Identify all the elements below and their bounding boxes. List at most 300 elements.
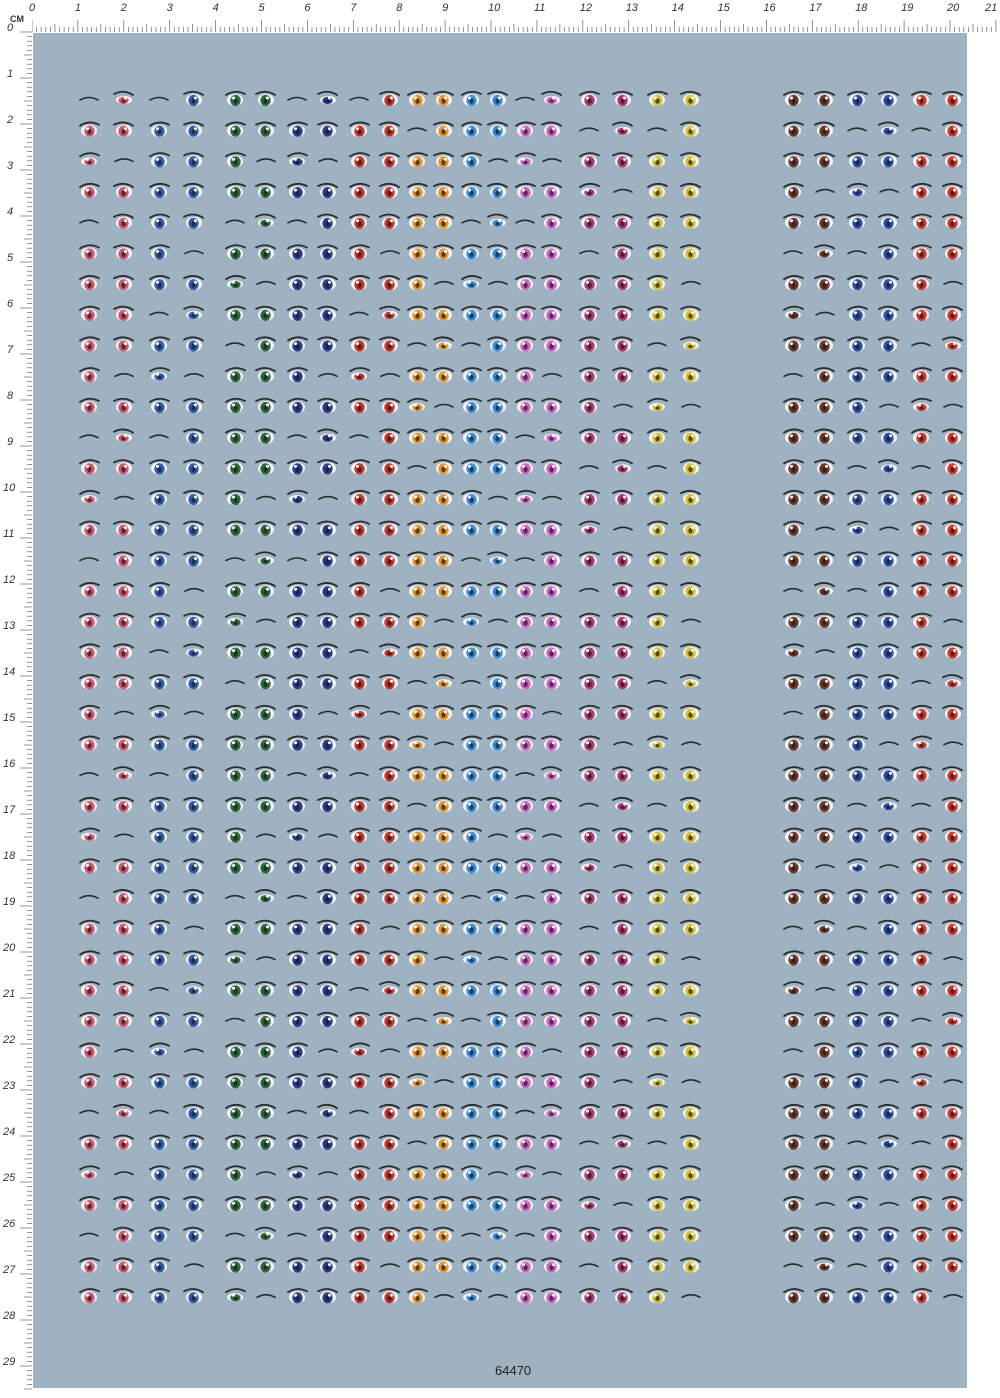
- eye-decal: [542, 92, 561, 104]
- eye-decal: [318, 1289, 337, 1303]
- left-ruler-label: 4: [7, 206, 13, 218]
- eye-decal: [318, 522, 337, 536]
- eye-decal: [784, 736, 803, 750]
- eye-decal: [350, 215, 369, 229]
- eye-decal: [226, 429, 245, 443]
- eye-decal: [648, 614, 667, 628]
- eye-decal: [80, 460, 99, 474]
- eye-decal: [257, 159, 275, 162]
- eye-decal: [580, 859, 599, 871]
- eye-decal: [256, 1258, 275, 1272]
- eye-decal: [648, 1197, 667, 1211]
- eye-decal: [408, 368, 427, 382]
- eye-decal: [879, 798, 898, 810]
- eye-decal: [879, 122, 898, 134]
- eye-decal: [381, 589, 399, 592]
- eye-decal: [542, 859, 561, 873]
- eye-decal: [648, 583, 667, 597]
- eye-decal: [256, 921, 275, 935]
- eye-decal: [184, 1013, 203, 1027]
- eye-decal: [648, 1141, 666, 1144]
- eye-decal: [516, 1258, 535, 1272]
- eye-decal: [580, 736, 599, 750]
- eye-decal: [516, 1074, 535, 1088]
- eye-decal: [80, 982, 99, 996]
- eye-decal: [434, 890, 453, 904]
- eye-decal: [943, 1013, 962, 1025]
- eye-decal: [185, 374, 203, 377]
- eye-decal: [434, 215, 453, 229]
- left-ruler-label: 2: [7, 114, 13, 126]
- eye-decal: [648, 921, 667, 935]
- eye-decal: [488, 1228, 507, 1240]
- eye-decal: [784, 522, 803, 536]
- eye-decal: [543, 1172, 561, 1175]
- eye-decal: [816, 312, 834, 315]
- eye-decal: [815, 767, 834, 781]
- eye-decal: [681, 890, 700, 904]
- eye-decal: [542, 276, 561, 290]
- eye-decal: [613, 92, 632, 106]
- eye-decal: [256, 368, 275, 382]
- eye-decal: [648, 245, 667, 259]
- eye-decal: [226, 1074, 245, 1088]
- eye-decal: [543, 712, 561, 715]
- eye-decal: [226, 399, 245, 413]
- eye-decal: [912, 245, 931, 259]
- eye-decal: [150, 312, 168, 315]
- eye-decal: [943, 215, 962, 229]
- eye-decal: [288, 1111, 306, 1114]
- eye-decal: [408, 951, 427, 965]
- top-ruler-label: 8: [396, 2, 402, 14]
- eye-decal: [256, 429, 275, 443]
- eye-decal: [489, 1295, 507, 1298]
- top-ruler-label: 10: [488, 2, 500, 14]
- eye-decal: [256, 92, 275, 106]
- eye-decal: [516, 1136, 535, 1150]
- eye-decal: [488, 982, 507, 996]
- eye-decal: [784, 276, 803, 290]
- eye-decal: [288, 491, 307, 503]
- eye-decal: [516, 921, 535, 935]
- eye-decal: [613, 215, 632, 229]
- eye-group-brown-blue-red: [784, 92, 962, 1304]
- eye-decal: [488, 1105, 507, 1119]
- eye-decal: [488, 399, 507, 413]
- eye-decal: [380, 614, 399, 628]
- eye-decal: [848, 399, 867, 413]
- eye-decal: [256, 767, 275, 781]
- eye-decal: [815, 921, 834, 933]
- eye-decal: [542, 890, 561, 904]
- eye-decal: [580, 767, 599, 781]
- eye-decal: [580, 1264, 598, 1267]
- eye-decal: [226, 767, 245, 781]
- eye-decal: [516, 368, 535, 382]
- eye-decal: [516, 98, 534, 101]
- eye-decal: [435, 405, 453, 408]
- eye-decal: [434, 460, 453, 474]
- eye-decal: [879, 1136, 898, 1148]
- eye-decal: [912, 614, 931, 628]
- eye-decal: [226, 1019, 244, 1022]
- eye-decal: [580, 368, 599, 382]
- eye-decal: [408, 859, 427, 873]
- eye-decal: [350, 1197, 369, 1211]
- eye-decal: [226, 153, 245, 167]
- left-ruler-label: 15: [3, 712, 15, 724]
- eye-decal: [80, 220, 98, 223]
- eye-decal: [184, 1197, 203, 1211]
- eye-decal: [488, 644, 507, 658]
- eye-decal: [380, 767, 399, 781]
- eye-decal: [350, 337, 369, 351]
- eye-decal: [462, 558, 480, 561]
- eye-decal: [288, 644, 307, 658]
- eye-decal: [784, 1264, 802, 1267]
- eye-decal: [648, 804, 666, 807]
- eye-decal: [681, 644, 700, 658]
- eye-decal: [613, 614, 632, 628]
- eye-group-green-navy-red: [226, 92, 399, 1304]
- eye-decal: [288, 1197, 307, 1211]
- eye-decal: [784, 712, 802, 715]
- eye-decal: [681, 706, 700, 720]
- eye-decal: [226, 276, 245, 288]
- eye-decal: [350, 798, 369, 812]
- eye-decal: [516, 1166, 535, 1178]
- eye-decal: [848, 675, 867, 689]
- eye-decal: [462, 429, 481, 443]
- eye-decal: [815, 399, 834, 413]
- eye-decal: [516, 1013, 535, 1027]
- eye-decal: [114, 614, 133, 628]
- eye-decal: [848, 614, 867, 628]
- left-ruler-label: 13: [3, 620, 15, 632]
- eye-decal: [880, 865, 898, 868]
- eye-decal: [150, 245, 169, 259]
- decal-sheet: [33, 33, 967, 1388]
- eye-decal: [380, 399, 399, 413]
- eye-decal: [80, 1166, 99, 1178]
- eye-decal: [150, 522, 169, 536]
- eye-decal: [648, 215, 667, 229]
- eye-decal: [114, 522, 133, 536]
- eye-decal: [880, 527, 898, 530]
- eye-decal: [380, 859, 399, 873]
- eye-decal: [516, 1233, 534, 1236]
- eye-decal: [648, 890, 667, 904]
- eye-decal: [150, 921, 169, 935]
- eye-decal: [648, 736, 667, 748]
- eye-decal: [408, 215, 427, 229]
- eye-decal: [580, 552, 599, 566]
- left-ruler-label: 24: [3, 1126, 15, 1138]
- eye-decal: [648, 951, 667, 965]
- eye-decal: [784, 1197, 803, 1211]
- eye-decal: [542, 1074, 561, 1088]
- eye-decal: [912, 276, 931, 290]
- eye-decal: [408, 128, 426, 131]
- eye-decal: [542, 1013, 561, 1027]
- eye-decal: [784, 491, 803, 505]
- eye-decal: [288, 829, 307, 841]
- eye-decal: [462, 583, 481, 597]
- eye-decal: [462, 522, 481, 536]
- eye-decal: [848, 1105, 867, 1119]
- eye-decal: [288, 276, 307, 290]
- eye-decal: [408, 1043, 427, 1057]
- eye-decal: [682, 742, 700, 745]
- eye-decal: [380, 736, 399, 750]
- eye-decal: [516, 435, 534, 438]
- eye-decal: [288, 245, 307, 259]
- eye-decal: [435, 1295, 453, 1298]
- eye-decal: [542, 675, 561, 689]
- eye-decal: [488, 1043, 507, 1057]
- eye-decal: [943, 829, 962, 843]
- eye-decal: [648, 491, 667, 505]
- eye-decal: [542, 1105, 561, 1117]
- eye-decal: [784, 1074, 803, 1088]
- left-ruler-label: 21: [3, 988, 15, 1000]
- eye-decal: [879, 460, 898, 472]
- eye-decal: [318, 583, 337, 597]
- eye-decal: [784, 251, 802, 254]
- top-ruler-label: 14: [672, 2, 684, 14]
- eye-decal: [462, 1105, 481, 1119]
- eye-decal: [912, 184, 931, 198]
- eye-decal: [114, 337, 133, 351]
- eye-decal: [784, 1049, 802, 1052]
- eye-decal: [318, 1105, 337, 1117]
- eye-decal: [288, 220, 306, 223]
- eye-decal: [613, 1166, 632, 1180]
- eye-decal: [80, 1197, 99, 1211]
- eye-decal: [462, 829, 481, 843]
- eye-decal: [613, 1013, 632, 1027]
- eye-decal: [184, 1166, 203, 1180]
- eye-decal: [80, 1111, 98, 1114]
- eye-decal: [848, 736, 867, 750]
- eye-decal: [648, 644, 667, 658]
- eye-decal: [434, 337, 453, 349]
- eye-decal: [848, 215, 867, 229]
- eye-decal: [462, 798, 481, 812]
- eye-decal: [434, 92, 453, 106]
- eye-decal: [912, 1197, 931, 1211]
- eye-decal: [516, 1111, 534, 1114]
- eye-decal: [288, 859, 307, 873]
- eye-decal: [943, 890, 962, 904]
- eye-decal: [912, 921, 931, 935]
- eye-decal: [613, 1136, 632, 1148]
- eye-decal: [462, 460, 481, 474]
- eye-decal: [80, 307, 99, 321]
- eye-decal: [848, 276, 867, 290]
- eye-decal: [879, 706, 898, 720]
- eye-decal-grid: [33, 33, 967, 1388]
- eye-decal: [580, 251, 598, 254]
- eye-decal: [150, 890, 169, 904]
- eye-decal: [350, 312, 368, 315]
- eye-decal: [784, 1166, 803, 1180]
- eye-decal: [80, 921, 99, 935]
- eye-decal: [580, 890, 599, 904]
- eye-decal: [115, 497, 133, 500]
- eye-decal: [848, 552, 867, 566]
- eye-decal: [256, 644, 275, 658]
- eye-decal: [435, 619, 453, 622]
- eye-decal: [184, 767, 203, 781]
- eye-decal: [114, 460, 133, 474]
- eye-decal: [488, 184, 507, 198]
- eye-decal: [350, 951, 369, 965]
- top-ruler-label: 19: [901, 2, 913, 14]
- eye-decal: [944, 405, 962, 408]
- left-ruler: [0, 0, 32, 1393]
- eye-decal: [381, 926, 399, 929]
- eye-decal: [257, 1172, 275, 1175]
- eye-decal: [543, 834, 561, 837]
- eye-decal: [542, 1197, 561, 1211]
- eye-decal: [816, 527, 834, 530]
- eye-decal: [784, 614, 803, 628]
- eye-decal: [185, 589, 203, 592]
- eye-decal: [912, 1043, 931, 1057]
- eye-decal: [681, 798, 700, 812]
- eye-decal: [542, 982, 561, 996]
- eye-decal: [408, 1197, 427, 1211]
- eye-decal: [816, 190, 834, 193]
- eye-decal: [80, 675, 99, 689]
- eye-decal: [488, 890, 507, 902]
- eye-decal: [462, 153, 481, 167]
- eye-decal: [226, 1043, 245, 1057]
- eye-decal: [912, 215, 931, 229]
- eye-decal: [150, 1136, 169, 1150]
- eye-decal: [150, 1043, 169, 1055]
- eye-decal: [879, 1105, 898, 1119]
- eye-decal: [318, 184, 337, 198]
- eye-decal: [648, 552, 667, 566]
- eye-decal: [580, 1289, 599, 1303]
- eye-decal: [648, 1258, 667, 1272]
- eye-decal: [488, 122, 507, 136]
- eye-decal: [462, 1197, 481, 1211]
- eye-decal: [185, 926, 203, 929]
- eye-decal: [516, 675, 535, 689]
- eye-decal: [816, 650, 834, 653]
- eye-decal: [614, 865, 632, 868]
- eye-decal: [80, 644, 99, 658]
- eye-decal: [114, 736, 133, 750]
- eye-decal: [408, 1289, 427, 1303]
- eye-decal: [380, 429, 399, 443]
- eye-decal: [580, 706, 599, 720]
- eye-decal: [784, 429, 803, 443]
- eye-decal: [815, 1043, 834, 1057]
- eye-decal: [80, 245, 99, 259]
- eye-decal: [516, 1197, 535, 1211]
- eye-decal: [184, 890, 203, 904]
- eye-decal: [288, 1043, 307, 1057]
- eye-decal: [80, 951, 99, 965]
- eye-decal: [80, 773, 98, 776]
- eye-decal: [516, 798, 535, 812]
- eye-decal: [256, 522, 275, 536]
- eye-decal: [648, 1074, 667, 1086]
- eye-decal: [815, 829, 834, 843]
- eye-decal: [462, 859, 481, 873]
- eye-decal: [114, 921, 133, 935]
- eye-decal: [408, 1105, 427, 1119]
- eye-decal: [516, 522, 535, 536]
- eye-decal: [462, 951, 481, 963]
- eye-decal: [434, 184, 453, 198]
- eye-decal: [226, 1105, 245, 1119]
- eye-decal: [816, 1203, 834, 1206]
- eye-decal: [184, 982, 203, 994]
- eye-decal: [912, 153, 931, 167]
- eye-decal: [114, 675, 133, 689]
- eye-decal: [380, 829, 399, 843]
- eye-decal: [434, 368, 453, 382]
- eye-decal: [943, 583, 962, 597]
- eye-decal: [943, 429, 962, 443]
- eye-decal: [226, 558, 244, 561]
- eye-decal: [815, 583, 834, 595]
- eye-decal: [114, 245, 133, 259]
- eye-decal: [288, 153, 307, 165]
- eye-decal: [681, 859, 700, 873]
- eye-decal: [943, 153, 962, 167]
- eye-decal: [784, 859, 803, 873]
- eye-decal: [288, 1074, 307, 1088]
- eye-decal: [848, 184, 867, 196]
- eye-decal: [318, 859, 337, 873]
- eye-decal: [226, 220, 244, 223]
- left-ruler-label: 12: [3, 574, 15, 586]
- eye-decal: [489, 282, 507, 285]
- eye-decal: [580, 399, 599, 413]
- eye-decal: [350, 522, 369, 536]
- eye-decal: [648, 1166, 667, 1180]
- eye-decal: [184, 522, 203, 536]
- eye-decal: [256, 215, 275, 227]
- eye-decal: [150, 859, 169, 873]
- eye-decal: [613, 276, 632, 290]
- eye-decal: [184, 337, 203, 351]
- eye-decal: [115, 834, 133, 837]
- eye-decal: [542, 1258, 561, 1272]
- eye-decal: [380, 1105, 399, 1119]
- eye-decal: [434, 1013, 453, 1025]
- eye-decal: [350, 1289, 369, 1303]
- eye-decal: [185, 1264, 203, 1267]
- eye-decal: [912, 1019, 930, 1022]
- eye-decal: [150, 1258, 169, 1272]
- eye-decal: [184, 276, 203, 290]
- eye-decal: [256, 1105, 275, 1119]
- eye-decal: [516, 583, 535, 597]
- left-ruler-label: 19: [3, 896, 15, 908]
- eye-decal: [408, 1074, 427, 1086]
- eye-decal: [318, 1136, 337, 1150]
- eye-decal: [879, 982, 898, 996]
- eye-decal: [150, 988, 168, 991]
